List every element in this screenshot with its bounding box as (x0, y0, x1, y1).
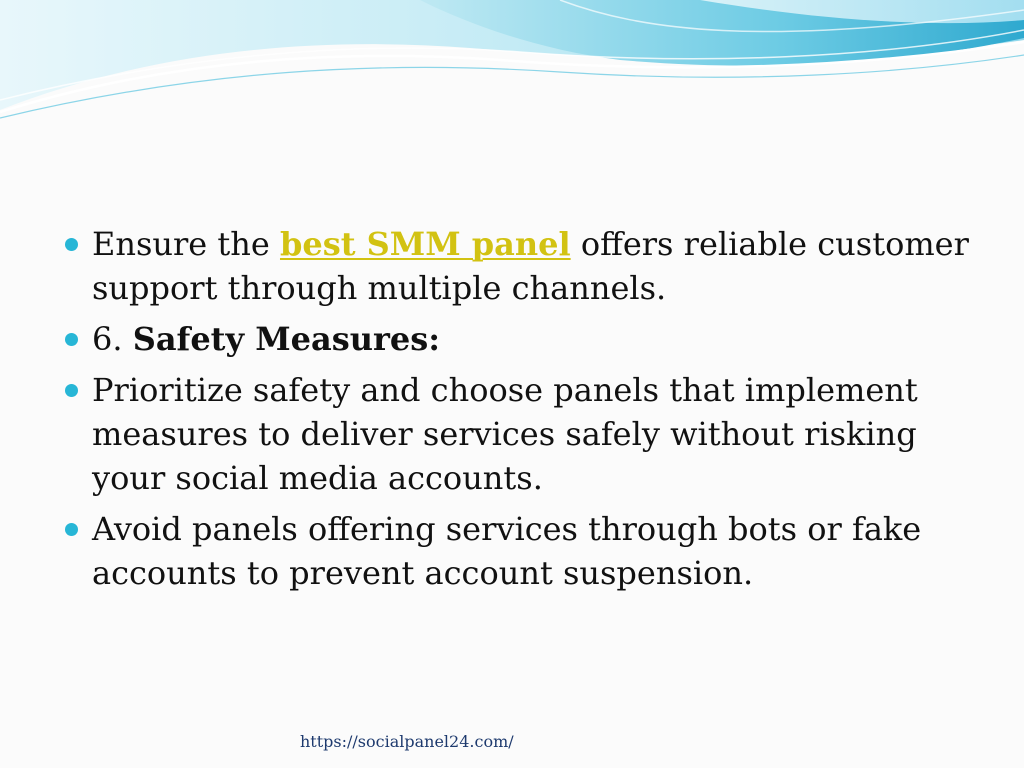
bullet-item-avoid-bots (62, 507, 972, 595)
bullet-dot-icon (65, 333, 78, 346)
slide-content (62, 222, 972, 602)
footer-url: https://socialpanel24.com/ (300, 732, 514, 751)
bullet-number: 6. (92, 320, 133, 358)
bullet-dot-icon (65, 384, 78, 397)
bullet-text: Avoid panels offering services through bots or fake accounts to prevent account suspension. (92, 510, 922, 592)
bullet-dot-icon (65, 523, 78, 536)
bullet-list (62, 222, 972, 595)
bullet-item-prioritize-safety (62, 368, 972, 500)
section-heading: Safety Measures: (132, 320, 441, 358)
best-smm-panel-link[interactable]: best SMM panel (279, 225, 571, 263)
bullet-text: Prioritize safety and choose panels that implement measures to deliver services safely without risking your social media accounts. (92, 371, 918, 497)
bullet-item-support (62, 222, 972, 310)
wave-header-decoration (0, 0, 1024, 130)
bullet-text: Ensure the (92, 225, 280, 263)
bullet-item-safety-heading (62, 317, 972, 361)
bullet-dot-icon (65, 238, 78, 251)
bullet-text: offers reliable customer support through multiple channels. (92, 225, 969, 307)
